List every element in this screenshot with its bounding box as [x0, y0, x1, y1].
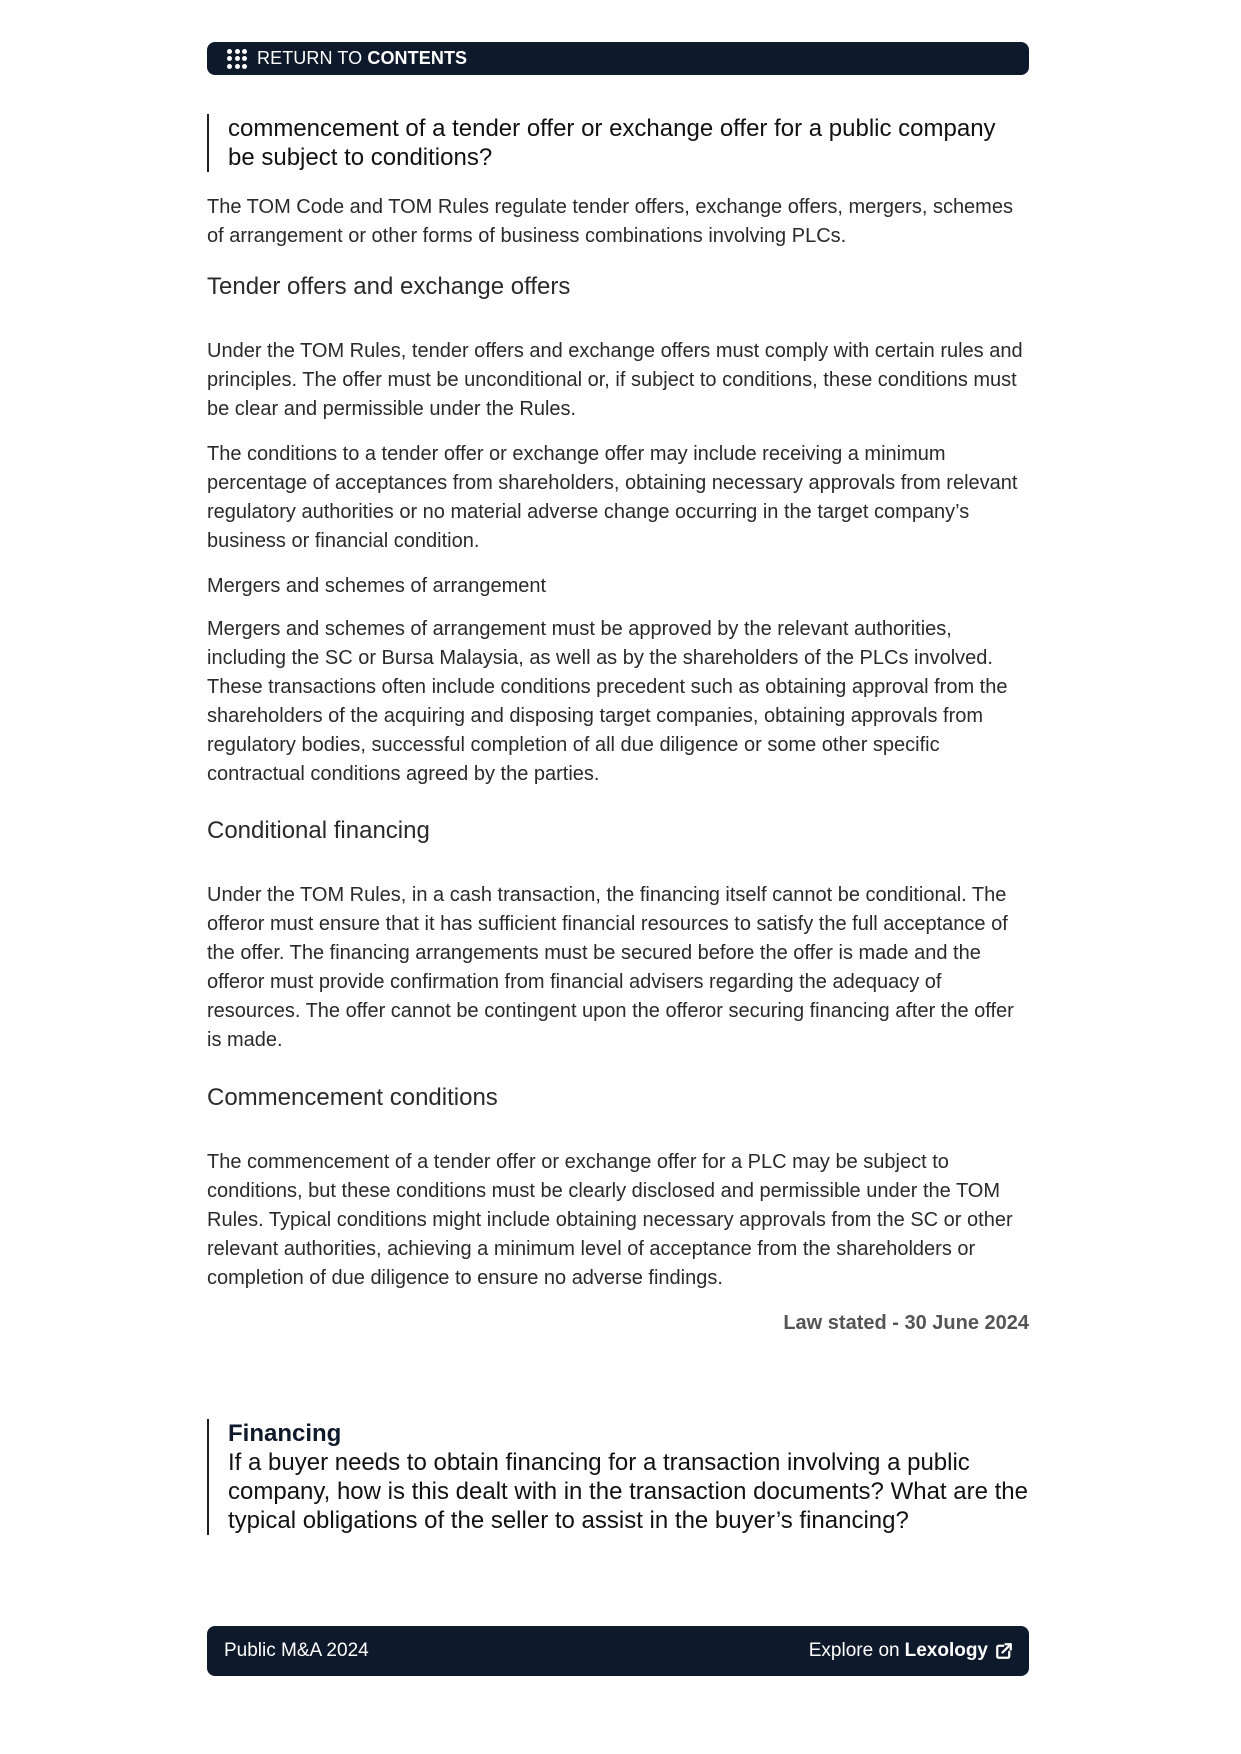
return-contents-strong: CONTENTS — [367, 48, 468, 68]
tender-offers-paragraph-1: Under the TOM Rules, tender offers and exchange offers must comply with certain rules and principles. The offer must be unconditional or, if subject to conditions, these conditions must be clear and permissible under the Rules. — [207, 340, 1023, 420]
question-block-conditions — [207, 114, 1028, 172]
grid-dots-icon — [227, 49, 247, 69]
explore-prefix: Explore on — [808, 1640, 900, 1661]
question-block-financing — [207, 1419, 1028, 1535]
tender-offers-paragraph-2: The conditions to a tender offer or exchange offer may include receiving a minimum percentage of acceptances from shareholders, obtaining necessary approvals from relevant regulatory authorities or no material adverse change occurring in the target company’s business or financial condition. — [207, 443, 1018, 552]
commencement-conditions-paragraph: The commencement of a tender offer or exchange offer for a PLC may be subject to conditions, but these conditions must be clearly disclosed and permissible under the TOM Rules. Typical conditions might include obtaining necessary approvals from the SC or other relevant authorities, achieving a minimum level of acceptance from the shareholders or completion of due diligence to ensure no adverse findings. — [207, 1151, 1013, 1289]
section-heading-commencement-conditions: Commencement conditions — [207, 1084, 498, 1111]
question-text: If a buyer needs to obtain financing for a transaction involving a public company, how is this dealt with in the transaction documents? What are the typical obligations of the seller to assist in the buyer’s financing? — [228, 1449, 1028, 1534]
footer-publication: Public M&A 2024 — [224, 1640, 369, 1661]
external-link-icon — [995, 1642, 1013, 1660]
section-heading-tender-offers: Tender offers and exchange offers — [207, 273, 571, 300]
mergers-paragraph: Mergers and schemes of arrangement must be approved by the relevant authorities, including the SC or Bursa Malaysia, as well as by the shareholders of the PLCs involved. These transactions often include conditions precedent such as obtaining approval from the shareholders of the acquiring and disposing target companies, obtaining approvals from regulatory bodies, successful completion of all due diligence or some other specific contractual conditions agreed by the parties. — [207, 618, 1008, 785]
subheading-mergers: Mergers and schemes of arrangement — [207, 575, 547, 597]
intro-paragraph: The TOM Code and TOM Rules regulate tender offers, exchange offers, mergers, schemes of arrangement or other forms of business combinations involving PLCs. — [207, 196, 1013, 247]
page — [207, 0, 1029, 1754]
explore-brand: Lexology — [904, 1640, 988, 1661]
return-to-contents-button[interactable] — [207, 42, 1029, 75]
footer-bar — [207, 1626, 1029, 1676]
section-heading-conditional-financing: Conditional financing — [207, 817, 430, 844]
return-prefix: RETURN TO — [257, 48, 363, 68]
law-stated-date: Law stated - 30 June 2024 — [783, 1312, 1029, 1334]
return-to-contents-label — [257, 48, 467, 69]
conditional-financing-paragraph: Under the TOM Rules, in a cash transaction, the financing itself cannot be conditional. The offeror must ensure that it has sufficient financial resources to satisfy the full acceptance of the offer. The financing arrangements must be secured before the offer is made and the offeror must provide confirmation from financial advisers regarding the adequacy of resources. The offer cannot be contingent upon the offeror securing financing after the offer is made. — [207, 884, 1014, 1051]
question-text: commencement of a tender offer or exchange offer for a public company be subject to conditions? — [228, 115, 996, 171]
question-title: Financing — [228, 1420, 342, 1447]
explore-on-lexology-link[interactable] — [809, 1640, 1013, 1662]
